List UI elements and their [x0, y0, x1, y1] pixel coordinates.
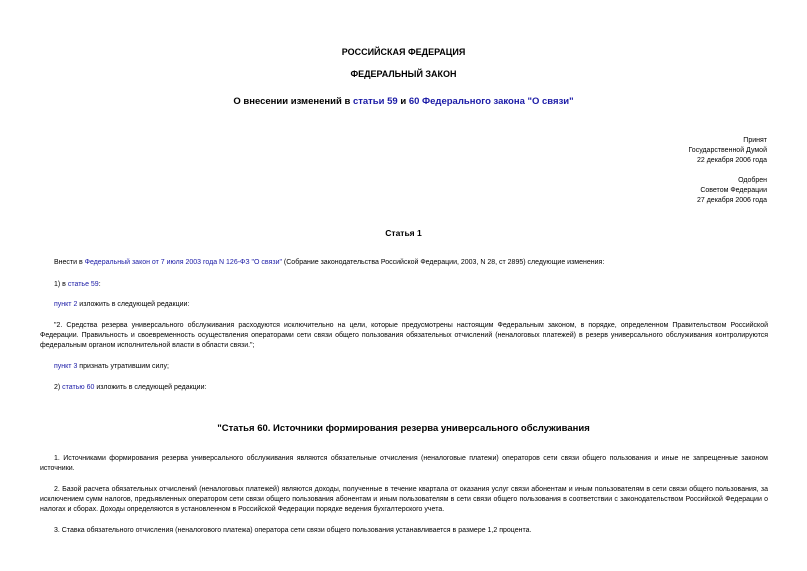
intro-text: (Собрание законодательства Российской Федерации, 2003, N 28, ст 2895) следующие изменения:: [281, 259, 605, 266]
instruction-text: изложить в следующей редакции:: [77, 301, 190, 308]
intro-text: Внести в: [54, 259, 85, 266]
link-point-2[interactable]: пункт 2: [54, 301, 78, 308]
item-text: изложить в следующей редакции:: [94, 384, 207, 391]
article-60-para-1: 1. Источниками формирования резерва универсального обслуживания являются обязательные отчисления (неналоговые платежи) операторов сети связи общего пользования и иные не запрещенные законом источники.: [40, 455, 768, 473]
link-article-59[interactable]: статьи 59: [352, 96, 398, 107]
article-60-heading: "Статья 60. Источники формирования резерва универсального обслуживания: [217, 423, 590, 434]
link-point-3[interactable]: пункт 3: [54, 363, 78, 370]
law-title-text: О внесении изменений в: [233, 96, 353, 107]
link-article-60[interactable]: статью 60: [62, 384, 95, 391]
country-heading: РОССИЙСКАЯ ФЕДЕРАЦИЯ: [341, 47, 466, 57]
approval-date: 27 декабря 2006 года: [696, 197, 767, 204]
link-article-60-law[interactable]: 60 Федерального закона "О связи": [408, 96, 574, 107]
article-1-heading: Статья 1: [385, 228, 422, 238]
approval-block: [697, 176, 767, 206]
link-federal-law-126[interactable]: Федеральный закон от 7 июля 2003 года N 126-ФЗ "О связи": [84, 259, 282, 266]
article-1-intro: [40, 258, 768, 268]
adoption-date: 22 декабря 2006 года: [696, 157, 767, 164]
law-type-heading: ФЕДЕРАЛЬНЫЙ ЗАКОН: [350, 69, 457, 79]
adoption-block: [688, 136, 767, 166]
item-text: :: [98, 281, 101, 288]
item-1: [40, 280, 768, 290]
article-60-para-2: 2. Базой расчета обязательных отчислений (неналоговых платежей) являются доходы, полученные в течение квартала от оказания услуг связи абонентам и иным пользователям в сети связи общего пользования, за исключением сумм налогов, предъявленных оператором сети связи общего пользования абонентам и иным пользователям в сети связи общего пользования в соответствии с законодательством Российской Федерации о налогах и сборах. Доходы определяются в установленном в Российской Федерации порядке ведения бухгалтерского учета.: [40, 486, 768, 514]
link-article-59-item[interactable]: статье 59: [67, 281, 99, 288]
point-3-instruction: [40, 362, 768, 372]
item-2: [40, 383, 768, 393]
item-text: 1) в: [54, 281, 68, 288]
approval-line: Советом Федерации: [700, 187, 767, 194]
instruction-text: признать утратившим силу;: [77, 363, 169, 370]
item-text: 2): [54, 384, 63, 391]
adoption-line: Принят: [743, 137, 767, 144]
quoted-point-2: "2. Средства резерва универсального обслуживания расходуются исключительно на цели, которые предусмотрены настоящим Федеральным законом, в порядке, определенном Правительством Российской Федерации. Правильность и своевременность осуществления операторами сети связи общего пользования обязательных отчислений (неналоговых платежей) в резерв универсального обслуживания контролируются федеральным органом исполнительной власти в области связи.";: [40, 322, 768, 350]
approval-line: Одобрен: [738, 177, 767, 184]
law-title-text: и: [397, 96, 409, 107]
law-title: [40, 96, 767, 107]
adoption-line: Государственной Думой: [688, 147, 767, 154]
point-2-instruction: [40, 300, 768, 310]
article-60-para-3: 3. Ставка обязательного отчисления (неналогового платежа) оператора сети связи общего пользования устанавливается в размере 1,2 процента.: [54, 527, 532, 534]
